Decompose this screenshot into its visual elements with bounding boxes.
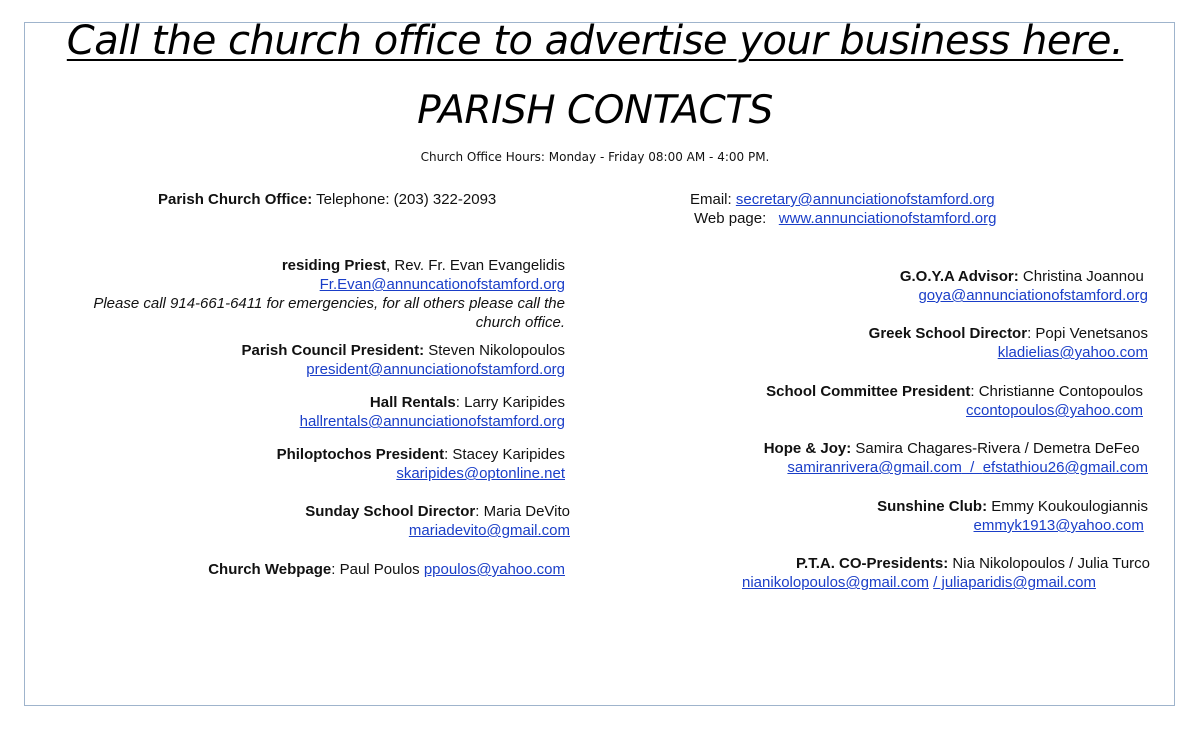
- priest-note-line1: Please call 914-661-6411 for emergencies, for all others please call the: [93, 295, 565, 312]
- office-email-link[interactable]: secretary@annunciationofstamford.org: [735, 191, 995, 208]
- contact-sunshine: [877, 497, 1148, 535]
- priest-role: residing Priest: [281, 257, 387, 274]
- sunshine-role: Sunshine Club:: [877, 498, 988, 515]
- sunday-school-name: : Maria DeVito: [475, 503, 570, 520]
- priest-email-link[interactable]: Fr.Evan@annuncationofstamford.org: [319, 276, 565, 293]
- pta-role: P.T.A. CO-Presidents:: [795, 555, 949, 572]
- philoptochos-role: Philoptochos President: [276, 446, 445, 463]
- pta-name: Nia Nikolopoulos / Julia Turco: [948, 555, 1150, 572]
- contact-hope-joy: [764, 439, 1148, 477]
- page-title: PARISH CONTACTS: [417, 88, 773, 133]
- contact-school-committee: [766, 382, 1143, 420]
- pta-email2-link[interactable]: / juliaparidis@gmail.com: [933, 574, 1096, 591]
- hope-joy-email2-link[interactable]: efstathiou26@gmail.com: [982, 459, 1148, 476]
- advertise-banner: Call the church office to advertise your business here.: [66, 18, 1124, 64]
- pta-email1-link[interactable]: nianikolopoulos@gmail.com: [742, 574, 929, 591]
- office-web-link[interactable]: www.annunciationofstamford.org: [778, 210, 997, 227]
- contact-sunday-school: [305, 502, 570, 540]
- school-committee-role: School Committee President: [766, 383, 971, 400]
- hope-joy-name: Samira Chagares-Rivera / Demetra DeFeo: [851, 440, 1140, 457]
- goya-role: G.O.Y.A Advisor:: [899, 268, 1019, 285]
- hall-email-link[interactable]: hallrentals@annunciationofstamford.org: [299, 413, 565, 430]
- contact-philoptochos: [277, 445, 565, 483]
- contact-webpage: [208, 560, 565, 579]
- office-phone-line: [158, 190, 496, 209]
- philoptochos-name: : Stacey Karipides: [444, 446, 565, 463]
- greek-school-email-link[interactable]: kladielias@yahoo.com: [997, 344, 1148, 361]
- council-email-link[interactable]: president@annunciationofstamford.org: [306, 361, 565, 378]
- hall-role: Hall Rentals: [369, 394, 456, 411]
- office-phone: Telephone: (203) 322-2093: [316, 191, 497, 208]
- priest-note-line2: church office.: [475, 314, 565, 331]
- web-label: Web page:: [694, 210, 767, 227]
- office-hours: Church Office Hours: Monday - Friday 08:00 AM - 4:00 PM.: [420, 150, 770, 164]
- contact-hall: [300, 393, 565, 431]
- greek-school-role: Greek School Director: [868, 325, 1028, 342]
- hope-joy-email1-link[interactable]: samiranrivera@gmail.com: [787, 459, 962, 476]
- school-committee-email-link[interactable]: ccontopoulos@yahoo.com: [966, 402, 1143, 419]
- sunday-school-role: Sunday School Director: [305, 503, 476, 520]
- philoptochos-email-link[interactable]: skaripides@optonline.net: [396, 465, 565, 482]
- webpage-role: Church Webpage: [208, 561, 332, 578]
- contact-greek-school: [869, 324, 1148, 362]
- hope-joy-role: Hope & Joy:: [763, 440, 852, 457]
- council-name: Steven Nikolopoulos: [424, 342, 565, 359]
- council-role: Parish Council President:: [241, 342, 425, 359]
- greek-school-name: : Popi Venetsanos: [1027, 325, 1148, 342]
- email-label: Email:: [690, 191, 732, 208]
- office-web-line: [694, 209, 996, 228]
- hope-joy-separator: /: [961, 459, 983, 476]
- contact-pta: [742, 554, 1150, 592]
- goya-email-link[interactable]: goya@annunciationofstamford.org: [918, 287, 1148, 304]
- school-committee-name: : Christianne Contopoulos: [970, 383, 1143, 400]
- hall-name: : Larry Karipides: [455, 394, 565, 411]
- contact-goya: [900, 267, 1148, 305]
- office-label: Parish Church Office:: [158, 191, 313, 208]
- office-email-line: [690, 190, 995, 209]
- contact-council: [242, 341, 565, 379]
- goya-name: Christina Joannou: [1018, 268, 1144, 285]
- contact-priest: [93, 256, 565, 332]
- sunday-school-email-link[interactable]: mariadevito@gmail.com: [408, 522, 570, 539]
- sunshine-name: Emmy Koukoulogiannis: [987, 498, 1148, 515]
- webpage-email-link[interactable]: ppoulos@yahoo.com: [423, 561, 565, 578]
- webpage-name: : Paul Poulos: [331, 561, 424, 578]
- sunshine-email-link[interactable]: emmyk1913@yahoo.com: [973, 517, 1144, 534]
- priest-name: , Rev. Fr. Evan Evangelidis: [386, 257, 565, 274]
